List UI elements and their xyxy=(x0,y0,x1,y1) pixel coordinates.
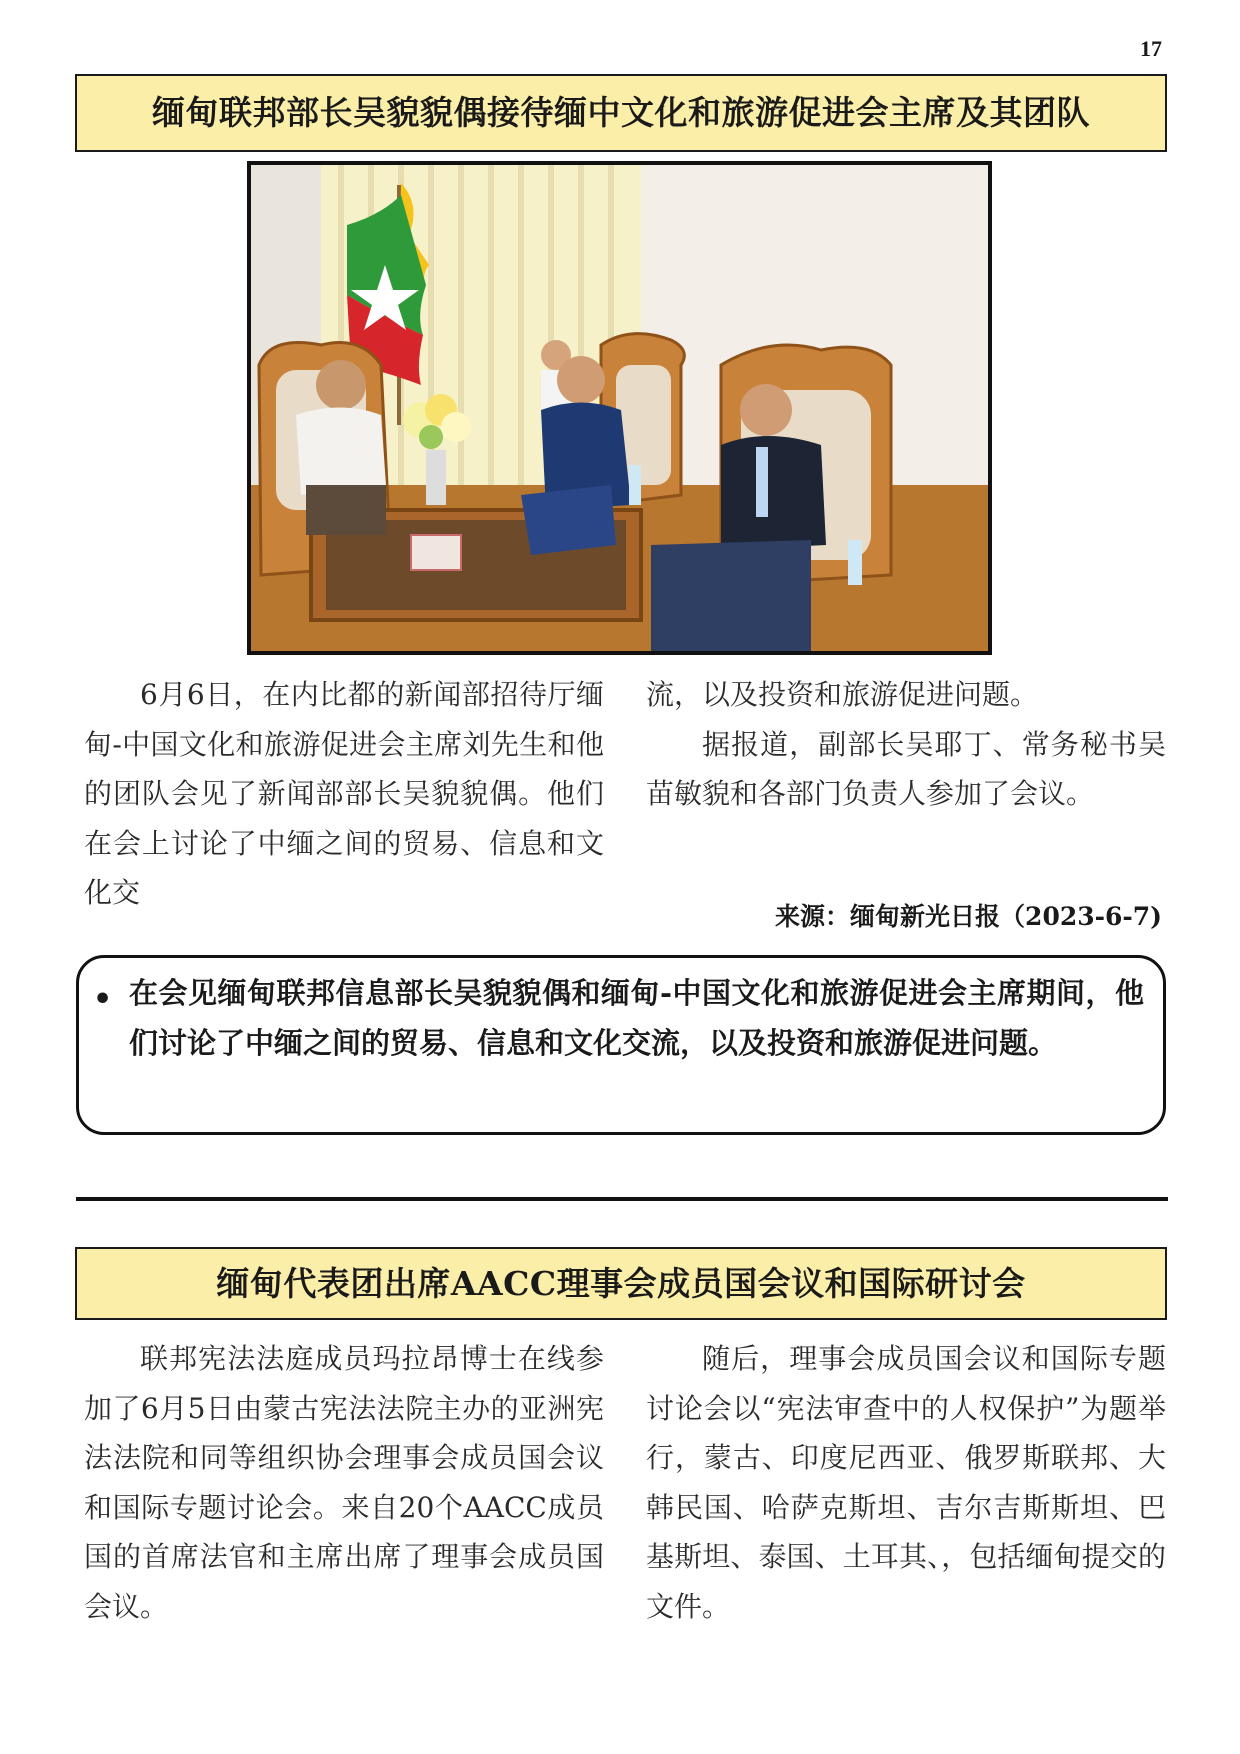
article1-paragraph1-part1: 6月6日，在内比都的新闻部招待厅缅甸-中国文化和旅游促进会主席刘先生和他的团队会见了新闻部部长吴貌貌偶。他们在会上讨论了中缅之间的贸易、信息和文化交 xyxy=(84,678,604,909)
article2-column-left xyxy=(84,1334,604,1631)
page-number: 17 xyxy=(1140,36,1162,61)
section-divider xyxy=(76,1197,1168,1201)
article2-column-right xyxy=(646,1334,1166,1631)
article1-paragraph2: 据报道，副部长吴耶丁、常务秘书吴苗敏貌和各部门负责人参加了会议。 xyxy=(646,727,1166,810)
article1-column-right xyxy=(646,670,1166,819)
article1-summary: 在会见缅甸联邦信息部长吴貌貌偶和缅甸-中国文化和旅游促进会主席期间，他们讨论了中缅之间的贸易、信息和文化交流，以及投资和旅游促进问题。 xyxy=(129,976,1144,1060)
article2-title: 缅甸代表团出席AACC理事会成员国会议和国际研讨会 xyxy=(75,1247,1167,1320)
article1-summary-box xyxy=(76,955,1166,1135)
article1-column-left xyxy=(84,670,604,918)
article2-paragraph1: 联邦宪法法庭成员玛拉昂博士在线参加了6月5日由蒙古宪法法院主办的亚洲宪法法院和同等组织协会理事会成员国会议和国际专题讨论会。来自20个AACC成员国的首席法官和主席出席了理事会成员国会议。 xyxy=(84,1342,604,1623)
meeting-photo xyxy=(247,161,992,655)
article1-paragraph1-part2: 流，以及投资和旅游促进问题。 xyxy=(646,678,1039,711)
meeting-photo-illustration xyxy=(251,165,988,651)
article1-title: 缅甸联邦部长吴貌貌偶接待缅中文化和旅游促进会主席及其团队 xyxy=(75,74,1167,152)
article1-source: 来源：缅甸新光日报（2023-6-7) xyxy=(775,902,1162,931)
article2-paragraph2: 随后，理事会成员国会议和国际专题讨论会以“宪法审查中的人权保护”为题举行，蒙古、印度尼西亚、俄罗斯联邦、大韩民国、哈萨克斯坦、吉尔吉斯斯坦、巴基斯坦、泰国、土耳其、，包括缅甸提交的文件。 xyxy=(646,1342,1166,1623)
bullet-icon: • xyxy=(93,982,113,1017)
